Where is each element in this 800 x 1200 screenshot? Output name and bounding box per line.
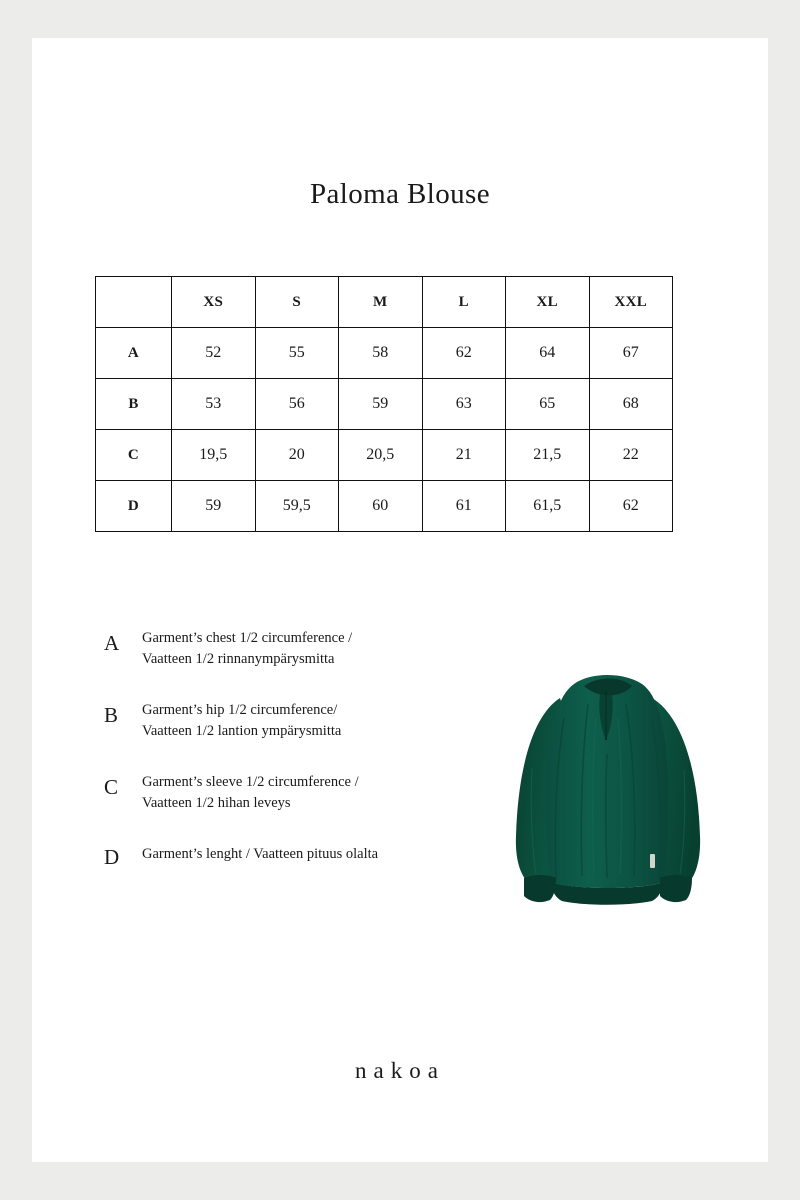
legend-text-b xyxy=(142,700,341,742)
cell-c-xl: 21,5 xyxy=(506,430,590,481)
legend-item-c xyxy=(104,772,464,814)
table-row xyxy=(96,328,673,379)
legend-text-d xyxy=(142,844,378,865)
legend-text-c-line1: Garment’s sleeve 1/2 circumference / xyxy=(142,774,359,791)
cell-a-m: 58 xyxy=(339,328,423,379)
brand-wordmark: nakoa xyxy=(355,1058,445,1083)
legend-letter-d: D xyxy=(104,845,120,870)
table-row xyxy=(96,430,673,481)
column-header-xs: XS xyxy=(172,277,256,328)
column-header-xl: XL xyxy=(506,277,590,328)
column-header-s: S xyxy=(255,277,339,328)
measurement-legend xyxy=(104,628,464,900)
cell-a-xs: 52 xyxy=(172,328,256,379)
cell-c-xxl: 22 xyxy=(589,430,673,481)
legend-item-b xyxy=(104,700,464,742)
cell-a-s: 55 xyxy=(255,328,339,379)
legend-text-b-line1: Garment’s hip 1/2 circumference/ xyxy=(142,702,338,719)
table-row xyxy=(96,481,673,532)
cell-b-xxl: 68 xyxy=(589,379,673,430)
cell-d-l: 61 xyxy=(422,481,506,532)
cell-a-l: 62 xyxy=(422,328,506,379)
table-header-row xyxy=(96,277,673,328)
legend-letter-c: C xyxy=(104,775,119,800)
legend-item-a xyxy=(104,628,464,670)
cell-b-l: 63 xyxy=(422,379,506,430)
legend-letter-b: B xyxy=(104,703,119,728)
row-label-d: D xyxy=(96,481,172,532)
legend-text-c-line2: Vaatteen 1/2 hihan leveys xyxy=(142,795,291,812)
legend-text-d-line1: Garment’s lenght / Vaatteen pituus olalta xyxy=(142,846,379,863)
legend-text-a xyxy=(142,628,352,670)
row-label-c: C xyxy=(96,430,172,481)
cell-a-xxl: 67 xyxy=(589,328,673,379)
legend-text-a-line1: Garment’s chest 1/2 circumference / xyxy=(142,630,353,646)
page-title: Paloma Blouse xyxy=(310,178,490,210)
table-corner-cell xyxy=(96,277,172,328)
cell-c-xs: 19,5 xyxy=(172,430,256,481)
cell-d-xl: 61,5 xyxy=(506,481,590,532)
column-header-m: M xyxy=(339,277,423,328)
cell-c-s: 20 xyxy=(255,430,339,481)
legend-text-a-line2: Vaatteen 1/2 rinnanympärysmitta xyxy=(142,651,335,668)
product-sheet-page xyxy=(32,38,768,1162)
cell-b-xl: 65 xyxy=(506,379,590,430)
cell-a-xl: 64 xyxy=(506,328,590,379)
cell-b-m: 59 xyxy=(339,379,423,430)
cell-c-l: 21 xyxy=(422,430,506,481)
legend-text-c xyxy=(142,772,359,814)
column-header-xxl: XXL xyxy=(589,277,673,328)
legend-letter-a: A xyxy=(104,631,120,655)
cell-c-m: 20,5 xyxy=(339,430,423,481)
legend-item-d xyxy=(104,844,464,870)
cell-b-xs: 53 xyxy=(172,379,256,430)
green-blouse-illustration xyxy=(502,658,732,948)
column-header-l: L xyxy=(422,277,506,328)
row-label-a: A xyxy=(96,328,172,379)
legend-text-b-line2: Vaatteen 1/2 lantion ympärysmitta xyxy=(142,723,342,740)
cell-d-s: 59,5 xyxy=(255,481,339,532)
cell-d-xs: 59 xyxy=(172,481,256,532)
cell-d-m: 60 xyxy=(339,481,423,532)
size-chart-table xyxy=(95,276,673,532)
cell-d-xxl: 62 xyxy=(589,481,673,532)
cell-b-s: 56 xyxy=(255,379,339,430)
table-row xyxy=(96,379,673,430)
row-label-b: B xyxy=(96,379,172,430)
